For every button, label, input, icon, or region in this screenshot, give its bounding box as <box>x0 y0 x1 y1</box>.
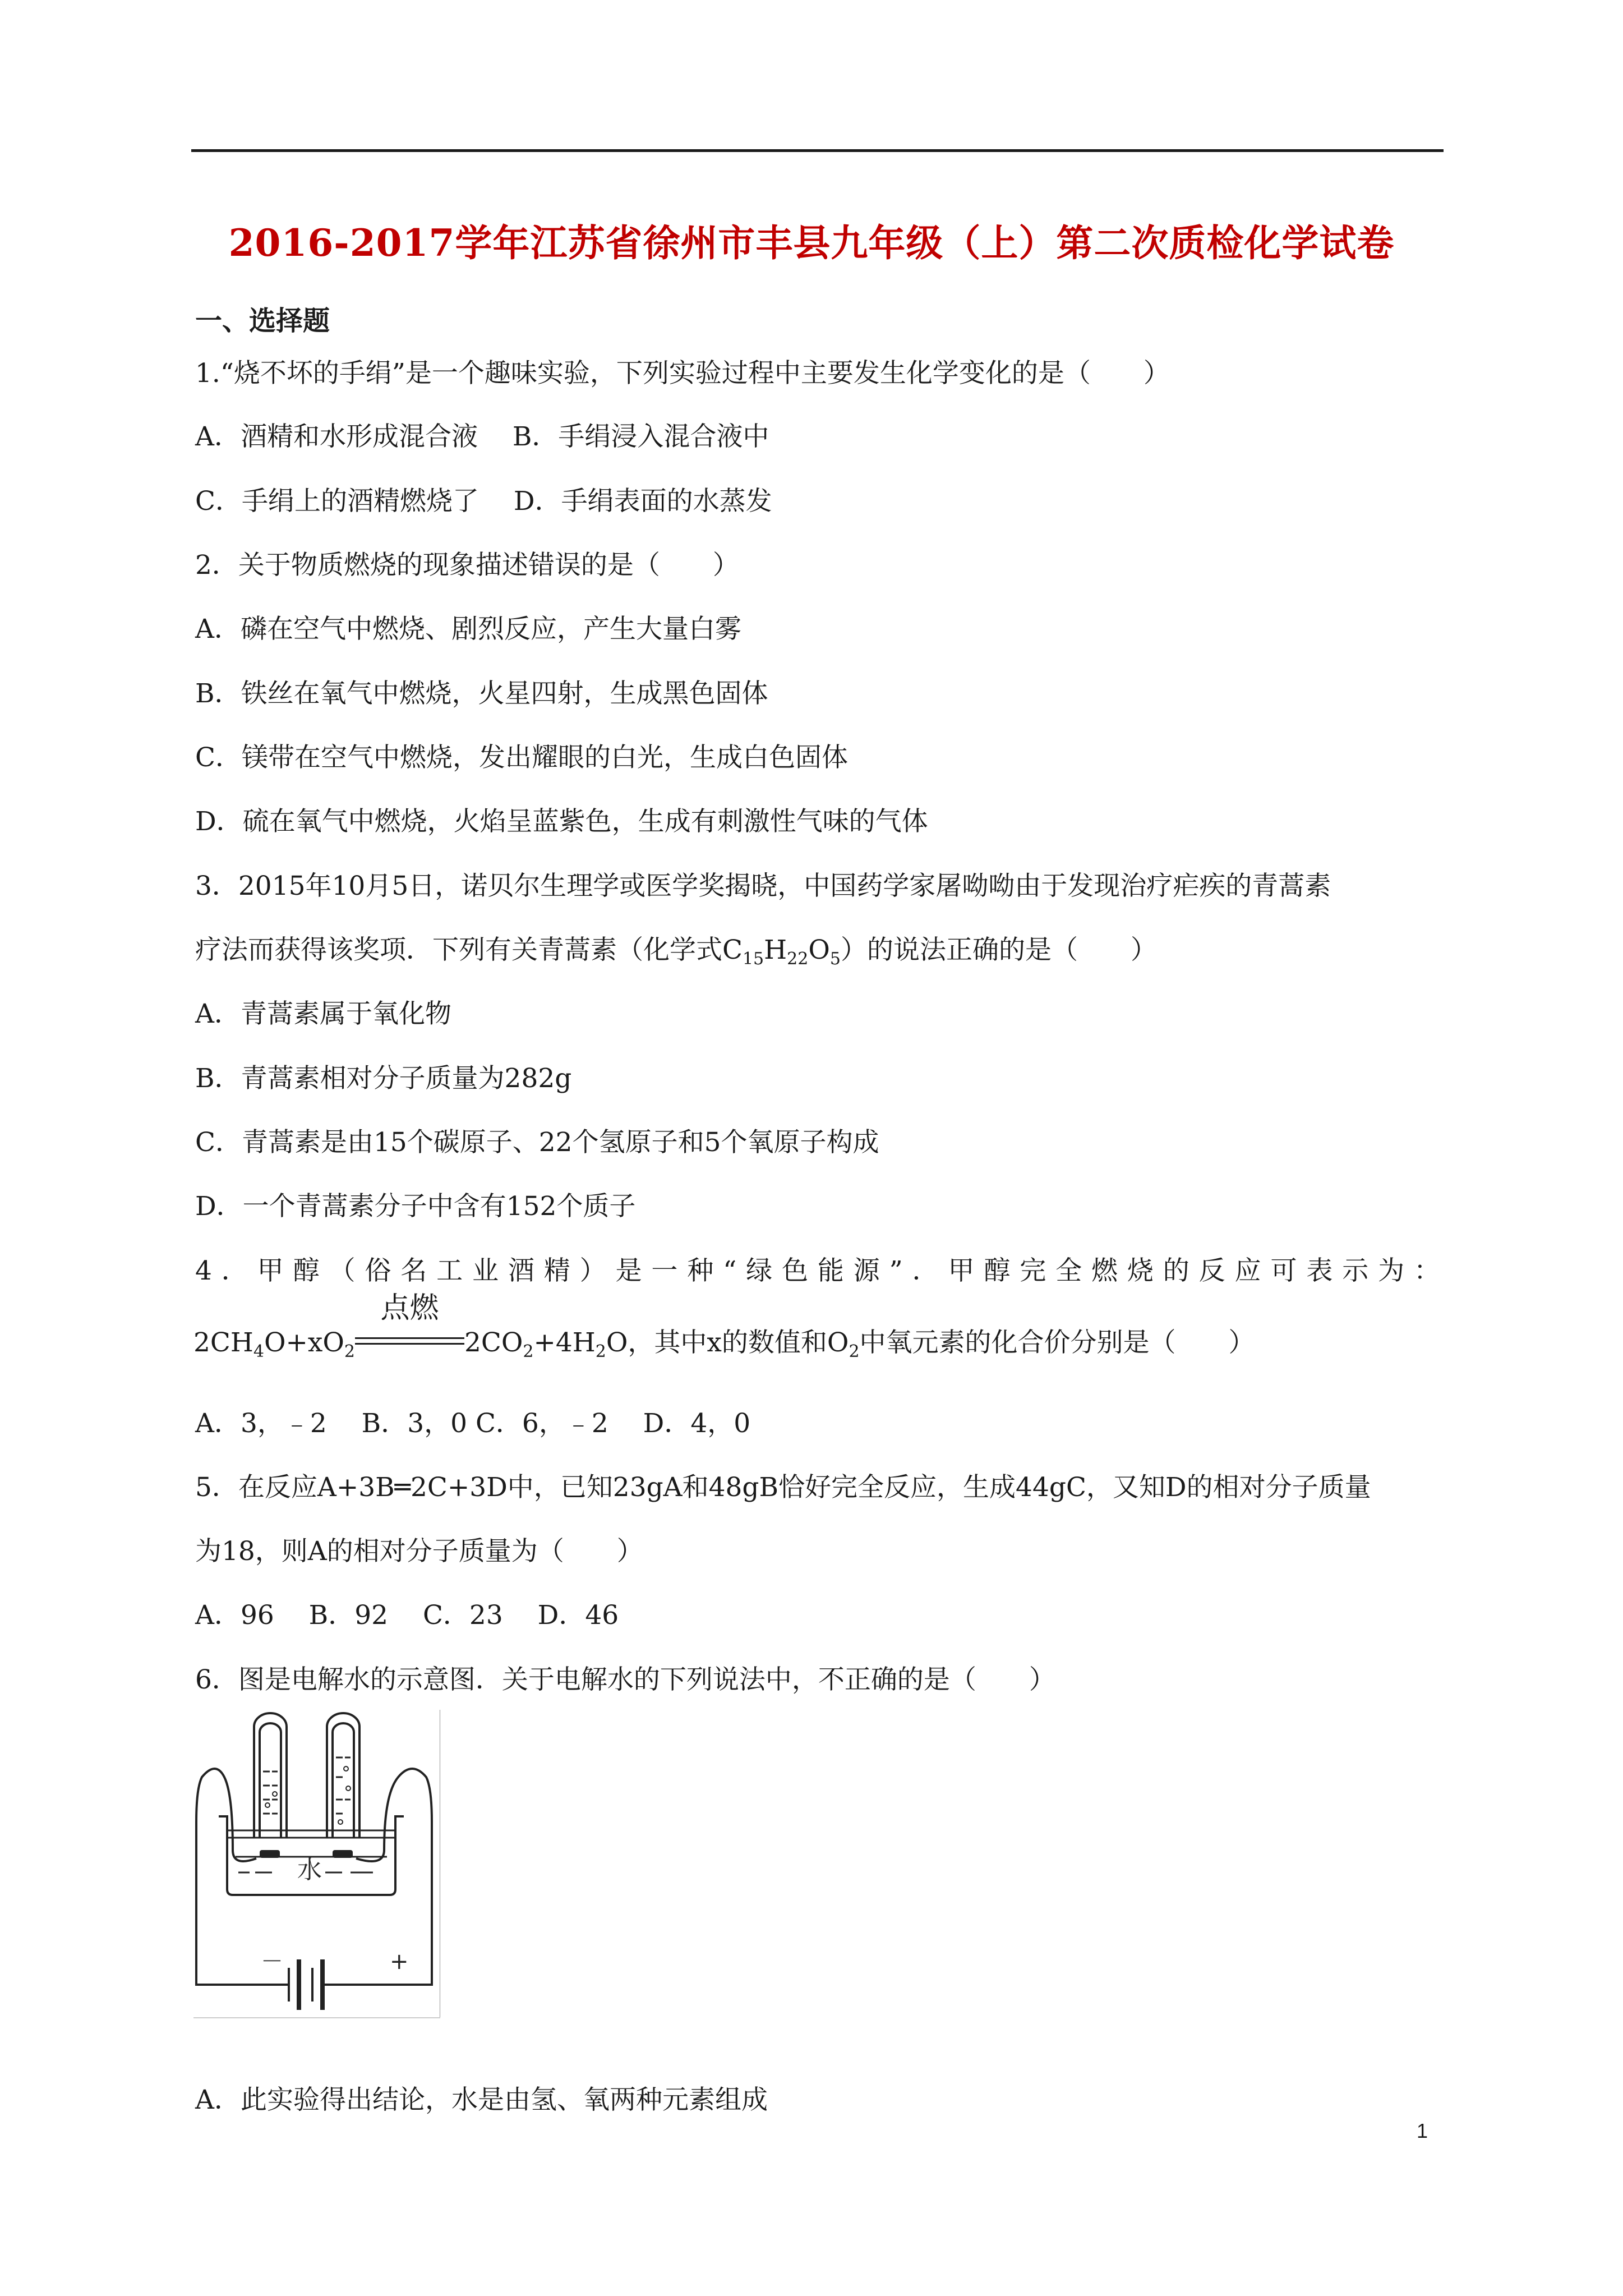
q6-option-a: A．此实验得出结论，水是由氢、氧两种元素组成 <box>195 2085 768 2115</box>
q3-option-a: A．青蒿素属于氧化物 <box>195 999 451 1029</box>
q3-stem-line2: 疗法而获得该奖项．下列有关青蒿素（化学式$C_{15}H_{22}O_5$）的说法正确的是（ ） <box>195 935 1157 969</box>
q4-stem-line1: 4．甲醇（俗名工业酒精）是一种“绿色能源”．甲醇完全燃烧的反应可表示为： <box>195 1255 1440 1286</box>
figure-plus-label: + <box>390 1949 409 1975</box>
header-rule <box>191 149 1444 152</box>
reaction-condition-arrow <box>355 1291 464 1360</box>
q2-option-d: D．硫在氧气中燃烧，火焰呈蓝紫色，生成有刺激性气味的气体 <box>195 806 928 837</box>
q3-stem-line1: 3．2015年10月5日，诺贝尔生理学或医学奖揭晓，中国药学家屠呦呦由于发现治疗疟疾的青蒿素 <box>195 871 1331 901</box>
q4-options: A．3，﹣2 B．3，0 C．6，﹣2 D．4，0 <box>195 1408 751 1439</box>
electrolysis-diagram <box>193 1710 440 2018</box>
q5-stem-line2: 为18，则A的相对分子质量为（ ） <box>195 1536 643 1567</box>
q1-options-row2: C．手绢上的酒精燃烧了 D．手绢表面的水蒸发 <box>195 486 772 517</box>
section-heading: 一、选择题 <box>195 305 330 337</box>
q5-stem-line1: 5．在反应A+3B═2C+3D中，已知23gA和48gB恰好完全反应，生成44gC，又知D的相对分子质量 <box>195 1472 1371 1503</box>
q3-option-b: B．青蒿素相对分子质量为282g <box>195 1063 572 1094</box>
page-number: 1 <box>1417 2119 1428 2142</box>
q1-options-row1: A．酒精和水形成混合液 B．手绢浸入混合液中 <box>195 421 769 452</box>
page-title: 2016-2017学年江苏省徐州市丰县九年级（上）第二次质检化学试卷 <box>228 221 1395 265</box>
reaction-condition-label: 点燃 <box>380 1291 439 1325</box>
q4-equation-line: $2CH_4O+xO_2$ 点燃 $2CO_2+4H_2O$，其中x的数值和$O_2$中氧元素的化合价分别是（ ） <box>193 1291 1255 1361</box>
q1-stem: 1.“烧不坏的手绢”是一个趣味实验，下列实验过程中主要发生化学变化的是（ ） <box>195 358 1170 389</box>
q3-option-d: D．一个青蒿素分子中含有152个质子 <box>195 1191 636 1222</box>
q2-stem: 2．关于物质燃烧的现象描述错误的是（ ） <box>195 550 739 581</box>
q6-stem: 6．图是电解水的示意图．关于电解水的下列说法中，不正确的是（ ） <box>195 1664 1055 1695</box>
q5-options: A．96 B．92 C．23 D．46 <box>195 1600 619 1631</box>
figure-minus-label: － <box>261 1949 283 1975</box>
q3-option-c: C．青蒿素是由15个碳原子、22个氢原子和5个氧原子构成 <box>195 1127 879 1158</box>
q2-option-a: A．磷在空气中燃烧、剧烈反应，产生大量白雾 <box>195 614 741 645</box>
q2-option-b: B．铁丝在氧气中燃烧，火星四射，生成黑色固体 <box>195 678 768 709</box>
q2-option-c: C．镁带在空气中燃烧，发出耀眼的白光，生成白色固体 <box>195 742 848 773</box>
figure-water-label: 水 <box>297 1856 322 1884</box>
